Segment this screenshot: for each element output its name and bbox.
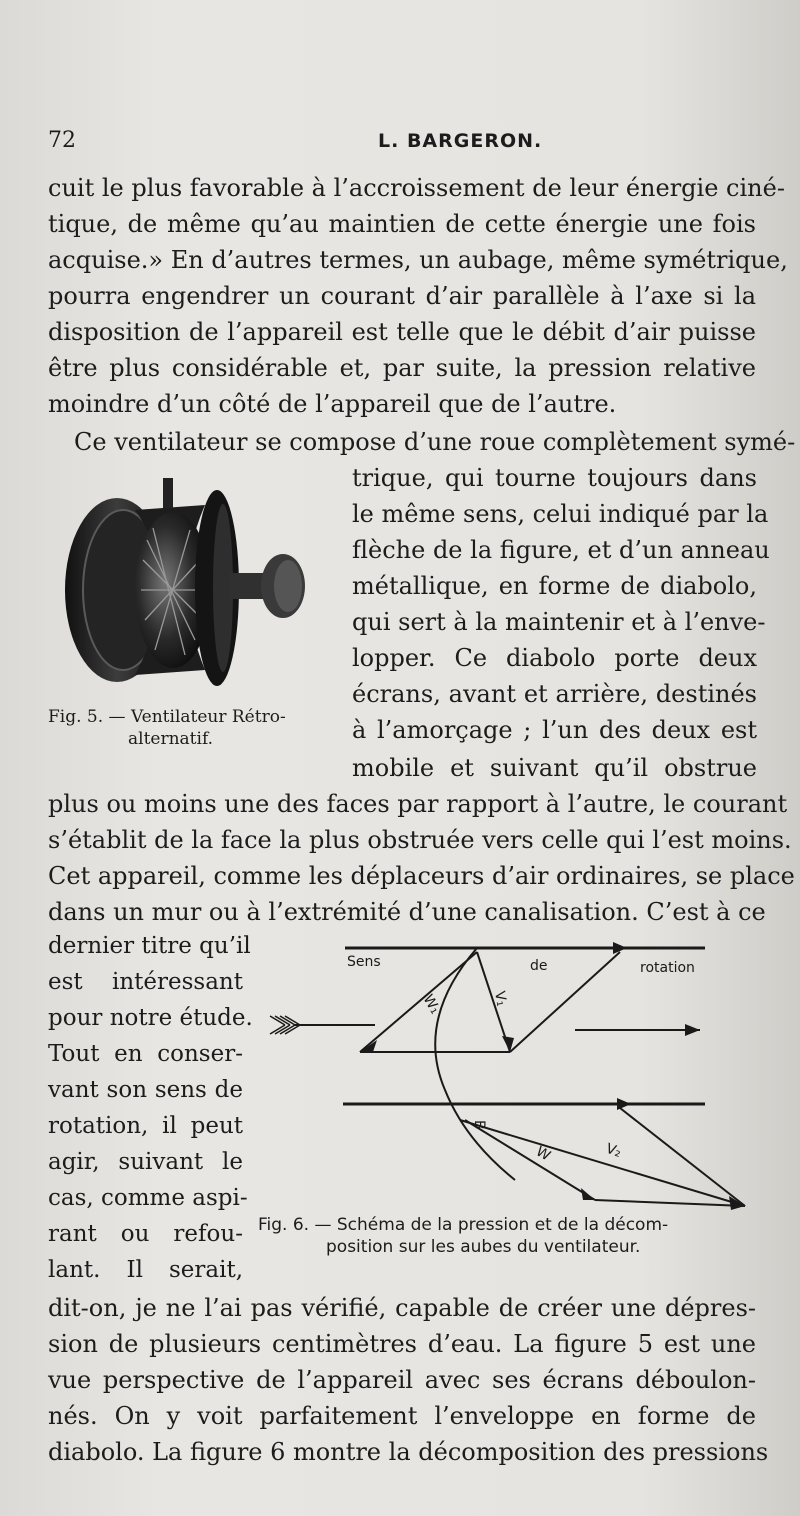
text-line: s’établit de la face la plus obstruée vers celle qui l’est moins. xyxy=(48,826,792,854)
text-line: cas, comme aspi- xyxy=(48,1185,248,1211)
page-header xyxy=(48,128,748,158)
text-line: être plus considérable et, par suite, la pression relative xyxy=(48,354,756,382)
fig5-caption-line: Fig. 5. — Ventilateur Rétro- xyxy=(48,707,286,727)
text-line: lant. Il serait, xyxy=(48,1257,243,1283)
fig6-label-b: B xyxy=(471,1120,487,1130)
page-number: 72 xyxy=(48,128,76,153)
fig6-label-w1: W₁ xyxy=(419,992,444,1017)
text-line: le même sens, celui indiqué par la xyxy=(352,500,769,528)
text-line: diabolo. La figure 6 montre la décomposition des pressions xyxy=(48,1438,769,1466)
text-line: flèche de la figure, et d’un anneau xyxy=(352,536,770,564)
text-line: rant ou refou- xyxy=(48,1221,243,1247)
fig6-label-sens: Sens xyxy=(347,954,381,970)
text-line: qui sert à la maintenir et à l’enve- xyxy=(352,608,766,636)
text-line: est intéressant xyxy=(48,969,243,995)
text-line: Tout en conser- xyxy=(48,1041,243,1067)
text-line: écrans, avant et arrière, destinés xyxy=(352,680,757,708)
fig6-caption xyxy=(258,1214,758,1258)
text-line: pour notre étude. xyxy=(48,1005,253,1031)
text-line: Ce ventilateur se compose d’une roue complètement symé- xyxy=(74,428,796,456)
text-line: dans un mur ou à l’extrémité d’une canalisation. C’est à ce xyxy=(48,898,766,926)
fig6-label-v1: V₁ xyxy=(491,989,510,1008)
text-line: vant son sens de xyxy=(48,1077,243,1103)
text-line: mobile et suivant qu’il obstrue xyxy=(352,754,757,782)
text-line: vue perspective de l’appareil avec ses écrans déboulon- xyxy=(48,1366,756,1394)
text-line: agir, suivant le xyxy=(48,1149,243,1175)
text-line: lopper. Ce diabolo porte deux xyxy=(352,644,757,672)
text-line: Cet appareil, comme les déplaceurs d’air ordinaires, se place xyxy=(48,862,795,890)
text-line: rotation, il peut xyxy=(48,1113,243,1139)
text-line: pourra engendrer un courant d’air parallèle à l’axe si la xyxy=(48,282,756,310)
fig6-label-rotation: rotation xyxy=(640,960,695,976)
text-line: moindre d’un côté de l’appareil que de l’autre. xyxy=(48,390,617,418)
text-line: cuit le plus favorable à l’accroissement de leur énergie ciné- xyxy=(48,174,785,202)
text-line: dit-on, je ne l’ai pas vérifié, capable de créer une dépres- xyxy=(48,1294,756,1322)
text-line: dernier titre qu’il xyxy=(48,933,251,959)
fig6-label-v2: V₂ xyxy=(603,1140,624,1161)
fig5-ventilator-photo xyxy=(55,470,320,710)
fig6-caption-line: position sur les aubes du ventilateur. xyxy=(326,1237,641,1257)
fig5-caption xyxy=(48,706,338,750)
text-line: nés. On y voit parfaitement l’enveloppe en forme de xyxy=(48,1402,756,1430)
running-head: L. BARGERON. xyxy=(378,130,543,152)
text-line: trique, qui tourne toujours dans xyxy=(352,464,757,492)
text-line: plus ou moins une des faces par rapport à l’autre, le courant xyxy=(48,790,788,818)
fig6-label-w: W xyxy=(533,1143,553,1165)
text-line: disposition de l’appareil est telle que le débit d’air puisse xyxy=(48,318,756,346)
fig6-pressure-diagram xyxy=(255,930,765,1215)
text-line: sion de plusieurs centimètres d’eau. La figure 5 est une xyxy=(48,1330,756,1358)
fig6-caption-line: Fig. 6. — Schéma de la pression et de la décom- xyxy=(258,1215,669,1235)
text-line: métallique, en forme de diabolo, xyxy=(352,572,757,600)
text-line: tique, de même qu’au maintien de cette énergie une fois xyxy=(48,210,756,238)
fig5-caption-line: alternatif. xyxy=(128,729,214,749)
fig6-label-de: de xyxy=(530,958,548,974)
text-line: à l’amorçage ; l’un des deux est xyxy=(352,716,757,744)
text-line: acquise.» En d’autres termes, un aubage, même symétrique, xyxy=(48,246,788,274)
